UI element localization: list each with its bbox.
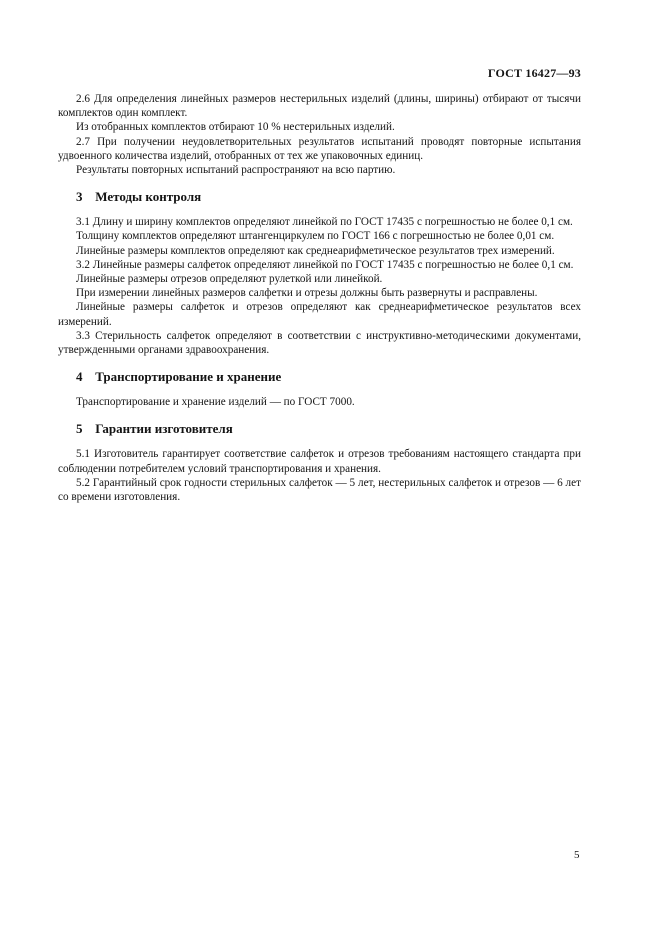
section-title: Методы контроля [95,189,202,205]
section-heading-4 [58,369,581,385]
paragraph-set-dimensions: Линейные размеры комплектов определяют как среднеарифметическое результатов трех измерений. [76,244,555,257]
section-number: 4 [76,369,83,385]
paragraph-measurement-condition: При измерении линейных размеров салфетки и отрезы должны быть развернуты и расправлены. [76,287,538,300]
document-body [58,92,581,504]
section-heading-5 [58,421,581,437]
paragraph-2-7: 2.7 При получении неудовлетворительных результатов испытаний проводят повторные испытания удвоенного количества изделий, отобранных от тех же упаковочных единиц. [58,135,581,162]
paragraph-average-dimensions: Линейные размеры салфеток и отрезов определяют как среднеарифметическое результатов всех измерений. [58,301,581,328]
section-heading-3 [58,189,581,205]
document-designation: ГОСТ 16427—93 [487,66,581,80]
paragraph-transport: Транспортирование и хранение изделий — по ГОСТ 7000. [76,396,355,409]
section-title: Транспортирование и хранение [95,369,282,385]
paragraph-5-2: 5.2 Гарантийный срок годности стерильных салфеток — 5 лет, нестерильных салфеток и отрезов — 6 лет со времени изготовления. [58,476,581,504]
paragraph-cut-dimensions: Линейные размеры отрезов определяют рулеткой или линейкой. [76,273,383,286]
paragraph-2-6: 2.6 Для определения линейных размеров нестерильных изделий (длины, ширины) отбирают от тысячи комплектов один комплект. [58,93,581,120]
paragraph-3-1: 3.1 Длину и ширину комплектов определяют линейкой по ГОСТ 17435 с погрешностью не более 0,1 см. [76,216,573,229]
paragraph-5-1: 5.1 Изготовитель гарантирует соответствие салфеток и отрезов требованиям настоящего стандарта при соблюдении потребителем условий транспортирования и хранения. [58,448,581,475]
section-number: 3 [76,189,83,205]
paragraph-3-2: 3.2 Линейные размеры салфеток определяют линейкой по ГОСТ 17435 с погрешностью не более 0,1 см. [76,258,574,271]
page-number: 5 [574,849,580,861]
section-title: Гарантии изготовителя [95,421,233,437]
section-number: 5 [76,421,83,437]
paragraph-3-3: 3.3 Стерильность салфеток определяют в соответствии с инструктивно-методическими документами, утвержденными органами здравоохранения. [58,329,581,357]
paragraph-thickness: Толщину комплектов определяют штангенциркулем по ГОСТ 166 с погрешностью не более 0,01 см. [76,230,555,243]
paragraph-sample-share: Из отобранных комплектов отбирают 10 % нестерильных изделий. [76,121,395,134]
paragraph-retest-result: Результаты повторных испытаний распространяют на всю партию. [76,164,396,177]
